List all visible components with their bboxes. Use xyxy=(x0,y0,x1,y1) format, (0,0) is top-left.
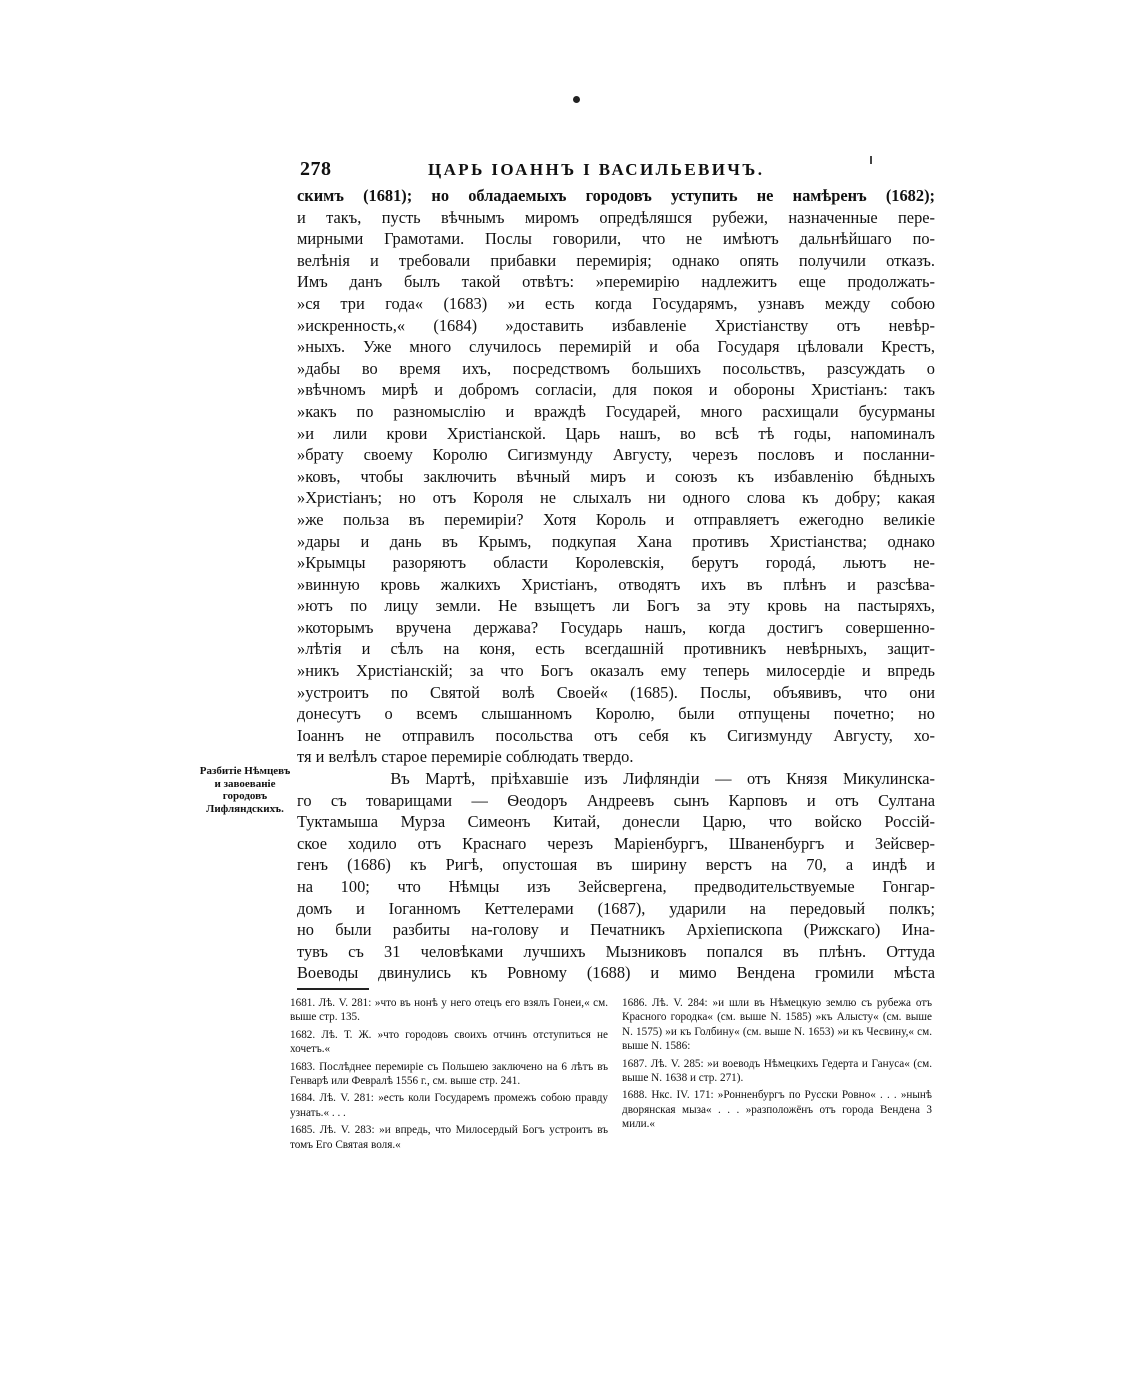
text-line: »ковъ, чтобы заключить вѣчный миръ и союзъ къ избавленію бѣдныхъ xyxy=(297,466,935,486)
main-text xyxy=(297,185,935,984)
footnotes-left-column xyxy=(290,996,608,1155)
footnote: 1685. Лѣ. V. 283: »и впредь, что Милосердый Богъ устроитъ въ томъ Его Святая воля.« xyxy=(290,1124,608,1151)
text-line: Туктамыша Мурза Симеонъ Китай, донесли Царю, что войско Россій- xyxy=(297,812,935,832)
footnote: 1688. Нкс. IV. 171: »Ронненбургъ по Русски Ровно« . . . »нынѣ дворянская мыза« . . . »разположёнъ отъ города Вендена 3 мили.« xyxy=(622,1089,932,1131)
page-mark-tick xyxy=(870,156,872,164)
text-line: генъ (1686) къ Ригѣ, опустошая въ ширину верстъ на 70, а индѣ и xyxy=(297,855,935,875)
text-line: »дабы во время ихъ, посредствомъ большихъ посольствъ, разсуждать о xyxy=(297,358,935,378)
text-line: »никъ Христіанскій; за что Богъ оказалъ ему теперь милосердіе и впредь xyxy=(297,661,935,681)
text-line: Въ Мартѣ, пріѣхавшіе изъ Лифляндіи — отъ Князя Микулинска- xyxy=(297,769,935,789)
footnote: 1683. Послѣднее перемиріе съ Польшею заключено на 6 лѣтъ въ Генварѣ или Февралѣ 1556 г., см. выше стр. 241. xyxy=(290,1060,608,1088)
text-line: »дары и дань въ Крымъ, подкупая Хана противъ Христіанства; однако xyxy=(297,531,935,551)
text-line: »ся три года« (1683) »и есть когда Государямъ, узнавъ между собою xyxy=(297,293,935,313)
text-line: »лѣтія и сѣлъ на коня, есть всегдашній противникъ невѣрныхъ, защит- xyxy=(297,639,935,659)
footnote: 1681. Лѣ. V. 281: »что въ нонѣ у него отецъ его взялъ Гонеи,« см. выше стр. 135. xyxy=(290,997,608,1024)
text-line: »и лили крови Христіанской. Царь нашъ, во всѣ тѣ годы, напоминалъ xyxy=(297,423,935,443)
text-line: »ныхъ. Уже много случилось перемирій и оба Государя цѣловали Крестъ, xyxy=(297,337,935,357)
text-line: »которымъ вручена держава? Государь нашъ, когда достигъ совершенно- xyxy=(297,617,935,637)
text-line: »ютъ по лицу земли. Не взыщетъ ли Богъ за эту кровь на пастыряхъ, xyxy=(297,596,935,616)
footnote: 1687. Лѣ. V. 285: »и воеводъ Нѣмецкихъ Гедерта и Гануса« (см. выше N. 1638 и стр. 271). xyxy=(622,1057,932,1085)
page-mark-dot xyxy=(573,96,580,103)
text-line: Іоаннъ не отправилъ посольства отъ себя къ Сигизмунду Августу, хо- xyxy=(297,725,935,745)
text-line: велѣнія и требовали прибавки перемирія; однако опять получили отказъ. xyxy=(297,250,935,270)
text-line: но были разбиты на-голову и Печатникъ Архіепископа (Рижскаго) Ина- xyxy=(297,920,935,940)
text-line: Воеводы двинулись къ Ровному (1688) и мимо Вендена громили мѣста xyxy=(297,963,935,983)
text-line: »устроитъ по Святой волѣ Своей« (1685). Послы, объявивъ, что они xyxy=(297,682,935,702)
page-number: 278 xyxy=(300,158,332,180)
text-line: тувъ съ 31 человѣками лучшихъ Мызниковъ попался въ плѣнъ. Оттуда xyxy=(297,941,935,961)
text-line: го съ товарищами — Ѳеодоръ Андреевъ сынъ Карповъ и отъ Султана xyxy=(297,790,935,810)
footnotes-right-column xyxy=(622,996,932,1135)
text-line: »же польза въ перемиріи? Хотя Король и отправляетъ ежегодно великіе xyxy=(297,509,935,529)
text-line: Имъ данъ былъ такой отвѣтъ: »перемирію надлежитъ еще продолжать- xyxy=(297,272,935,292)
text-line: »Крымцы разоряютъ области Королевскія, берутъ городá, льютъ не- xyxy=(297,553,935,573)
text-line: домъ и Іоганномъ Кеттелерами (1687), ударили на передовый полкъ; xyxy=(297,898,935,918)
text-line: »какъ по разномыслію и враждѣ Государей, много расхищали бусурманы xyxy=(297,401,935,421)
footnote: 1686. Лѣ. V. 284: »и шли въ Нѣмецкую землю съ рубежа отъ Красного городка« (см. выше N. 1585) »къ Алысту« (см. выше N. 1575) »и къ Голбину« (см. выше N. 1653) »и къ Чесвину,« см. выше N. 1586: xyxy=(622,997,932,1053)
text-line: тя и велѣлъ старое перемиріе соблюдать твердо. xyxy=(297,747,634,767)
text-line: и такъ, пусть вѣчнымъ миромъ опредѣляшся рубежи, назначенные пере- xyxy=(297,207,935,227)
text-line: ское ходило отъ Краснаго черезъ Маріенбургъ, Шваненбургъ и Зейсвер- xyxy=(297,833,935,853)
footnote: 1684. Лѣ. V. 281: »есть коли Государемъ промежъ собою правду узнать.« . . . xyxy=(290,1092,608,1119)
running-head: ЦАРЬ ІОАННЪ І ВАСИЛЬЕВИЧЪ. xyxy=(428,160,765,179)
text-line: донесутъ о всемъ слышанномъ Королю, были отпущены почетно; но xyxy=(297,704,935,724)
text-line: »Христіанъ; но отъ Короля не слыхалъ ни одного слова къ добру; какая xyxy=(297,488,935,508)
footnote-rule xyxy=(297,988,369,990)
text-line: »брату своему Королю Сигизмунду Августу, черезъ пословъ и посланни- xyxy=(297,445,935,465)
text-line: »искренность,« (1684) »доставить избавленіе Христіанству отъ невѣр- xyxy=(297,315,935,335)
text-line: мирными Грамотами. Послы говорили, что не имѣютъ дальнѣйшаго по- xyxy=(297,229,935,249)
text-line: скимъ (1681); но обладаемыхъ городовъ уступить не намѣренъ (1682); xyxy=(297,186,935,205)
text-line: на 100; что Нѣмцы изъ Зейсвергена, предводительствуемые Гонгар- xyxy=(297,877,935,896)
marginal-note: Разбитіе Нѣмцевъ и завоеваніе городовъ Лифляндскихъ. xyxy=(199,765,291,815)
footnote: 1682. Лѣ. Т. Ж. »что городовъ своихъ отчинъ отступиться не хочетъ.« xyxy=(290,1028,608,1056)
text-line: »вѣчномъ мирѣ и добромъ согласіи, для покоя и обороны Христіанъ: такъ xyxy=(297,380,935,400)
text-line: »винную кровь жалкихъ Христіанъ, отводятъ ихъ въ плѣнъ и разсѣва- xyxy=(297,574,935,594)
